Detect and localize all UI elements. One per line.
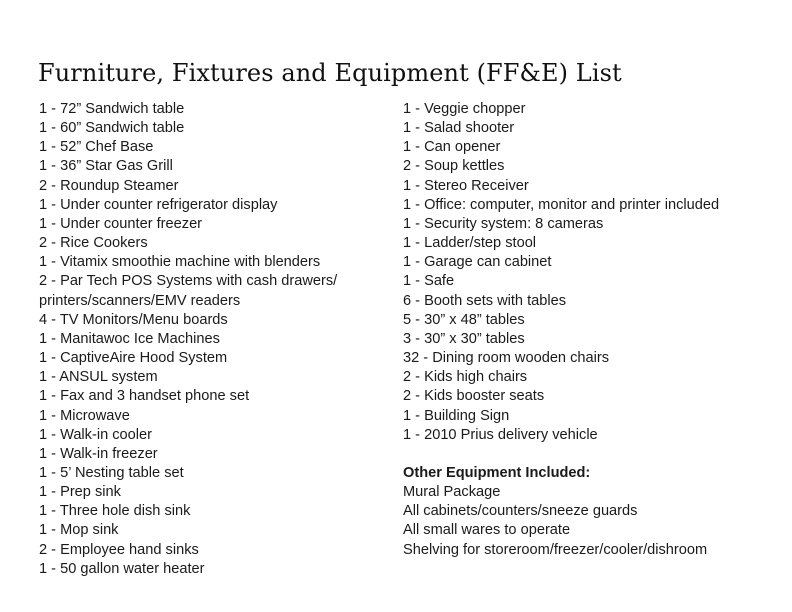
other-equipment-heading: Other Equipment Included: — [403, 464, 591, 481]
list-item: All small wares to operate — [403, 522, 571, 539]
list-item: 1 - Office: computer, monitor and printer included — [403, 196, 720, 213]
list-item: 4 - TV Monitors/Menu boards — [39, 311, 228, 328]
list-item: 1 - Security system: 8 cameras — [403, 215, 604, 232]
list-item: 1 - Stereo Receiver — [403, 177, 529, 194]
left-equipment-list — [39, 100, 384, 579]
list-item: 1 - 2010 Prius delivery vehicle — [403, 426, 598, 443]
list-item: 2 - Par Tech POS Systems with cash drawers/ — [39, 273, 338, 290]
list-item: 1 - Under counter refrigerator display — [39, 196, 278, 213]
list-item: 1 - Mop sink — [39, 522, 119, 539]
list-item: 1 - Microwave — [39, 407, 130, 424]
list-item: 1 - 5’ Nesting table set — [39, 464, 184, 481]
list-item: printers/scanners/EMV readers — [39, 292, 241, 309]
list-item: 1 - Prep sink — [39, 484, 121, 501]
list-item: 1 - Under counter freezer — [39, 215, 203, 232]
list-item: 1 - Building Sign — [403, 407, 510, 424]
page-title: Furniture, Fixtures and Equipment (FF&E) List — [38, 59, 622, 87]
list-item: 1 - Veggie chopper — [403, 101, 526, 117]
list-item: 1 - 36” Star Gas Grill — [39, 158, 173, 175]
section-spacer — [403, 445, 783, 464]
list-item: 1 - Salad shooter — [403, 120, 515, 137]
list-item: 1 - Manitawoc Ice Machines — [39, 330, 220, 347]
list-item: 1 - ANSUL system — [39, 369, 158, 386]
list-item: 1 - Fax and 3 handset phone set — [39, 388, 250, 405]
list-item: 1 - Walk-in cooler — [39, 426, 152, 443]
list-item: Mural Package — [403, 484, 501, 501]
list-item: 1 - Safe — [403, 273, 455, 290]
list-item: 1 - Ladder/step stool — [403, 235, 537, 252]
list-item: 2 - Soup kettles — [403, 158, 505, 175]
list-item: 2 - Rice Cookers — [39, 235, 148, 252]
list-item: 1 - Three hole dish sink — [39, 503, 191, 520]
list-item: 2 - Kids high chairs — [403, 369, 528, 386]
list-item: 1 - Can opener — [403, 139, 501, 156]
list-item: 1 - 50 gallon water heater — [39, 560, 205, 577]
list-item: 1 - 72” Sandwich table — [39, 101, 185, 117]
list-item: Shelving for storeroom/freezer/cooler/dishroom — [403, 541, 708, 558]
right-equipment-list — [403, 100, 783, 560]
list-item: All cabinets/counters/sneeze guards — [403, 503, 638, 520]
list-item: 3 - 30” x 30” tables — [403, 330, 525, 347]
list-item: 1 - 60” Sandwich table — [39, 120, 185, 137]
list-item: 2 - Employee hand sinks — [39, 541, 199, 558]
list-item: 1 - 52” Chef Base — [39, 139, 154, 156]
list-item: 5 - 30” x 48” tables — [403, 311, 525, 328]
list-item: 2 - Kids booster seats — [403, 388, 545, 405]
list-item: 1 - Garage can cabinet — [403, 254, 552, 271]
list-item: 2 - Roundup Steamer — [39, 177, 179, 194]
list-item: 6 - Booth sets with tables — [403, 292, 567, 309]
list-item: 32 - Dining room wooden chairs — [403, 350, 610, 367]
list-item: 1 - Walk-in freezer — [39, 445, 158, 462]
list-item: 1 - Vitamix smoothie machine with blenders — [39, 254, 321, 271]
list-item: 1 - CaptiveAire Hood System — [39, 350, 228, 367]
